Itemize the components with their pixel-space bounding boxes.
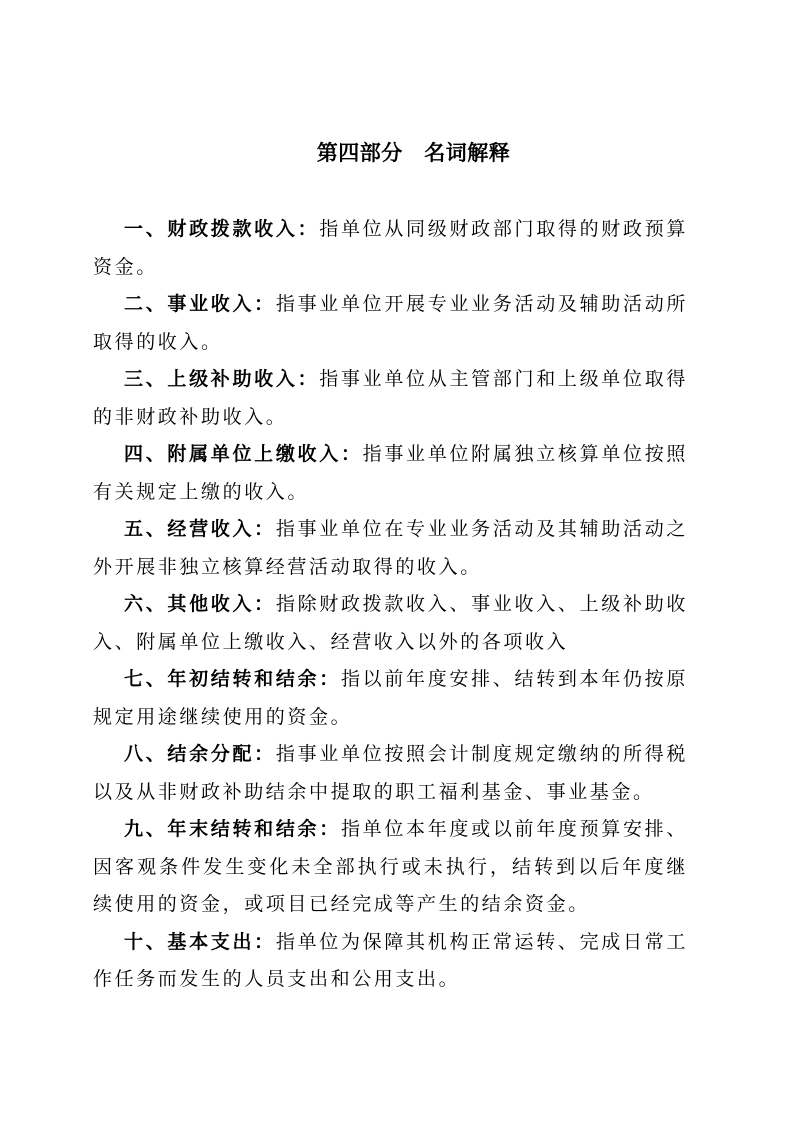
term-paragraph [93, 811, 688, 924]
section-title: 第四部分 名词解释 [316, 142, 511, 165]
term-name: 二、事业收入： [124, 294, 276, 315]
term-definition: 指事业单位从主管部门和上级单位取得的非财政补助收入。 [93, 369, 688, 428]
term-definition: 指单位从同级财政部门取得的财政预算资金。 [93, 219, 688, 278]
term-definition: 指事业单位按照会计制度规定缴纳的所得税以及从非财政补助结余中提取的职工福利基金、事业基金。 [93, 744, 688, 803]
term-definition: 指单位为保障其机构正常运转、完成日常工作任务而发生的人员支出和公用支出。 [93, 931, 688, 990]
term-paragraph [93, 361, 688, 436]
term-definition: 指事业单位开展专业业务活动及辅助活动所取得的收入。 [93, 294, 688, 353]
term-name: 四、附属单位上缴收入： [124, 444, 363, 465]
term-definition: 指除财政拨款收入、事业收入、上级补助收入、附属单位上缴收入、经营收入以外的各项收入 [93, 594, 688, 653]
term-paragraph [93, 661, 688, 736]
term-definition: 指以前年度安排、结转到本年仍按原规定用途继续使用的资金。 [93, 669, 688, 728]
term-name: 一、财政拨款收入： [124, 219, 320, 240]
term-name: 九、年末结转和结余： [124, 819, 341, 840]
term-definition: 指事业单位在专业业务活动及其辅助活动之外开展非独立核算经营活动取得的收入。 [93, 519, 688, 578]
term-paragraph [93, 736, 688, 811]
terms-list [93, 211, 688, 999]
term-definition: 指单位本年度或以前年度预算安排、因客观条件发生变化未全部执行或未执行，结转到以后年度继续使用的资金，或项目已经完成等产生的结余资金。 [93, 819, 688, 915]
term-name: 五、经营收入： [124, 519, 276, 540]
term-paragraph [93, 436, 688, 511]
term-name: 七、年初结转和结余： [124, 669, 341, 690]
term-paragraph [93, 511, 688, 586]
term-name: 三、上级补助收入： [124, 369, 320, 390]
term-paragraph [93, 586, 688, 661]
term-paragraph [93, 211, 688, 286]
term-name: 六、其他收入： [124, 594, 276, 615]
term-paragraph [93, 286, 688, 361]
term-definition: 指事业单位附属独立核算单位按照有关规定上缴的收入。 [93, 444, 688, 503]
term-name: 八、结余分配： [124, 744, 276, 765]
term-name: 十、基本支出： [124, 931, 276, 953]
term-paragraph [93, 924, 688, 999]
